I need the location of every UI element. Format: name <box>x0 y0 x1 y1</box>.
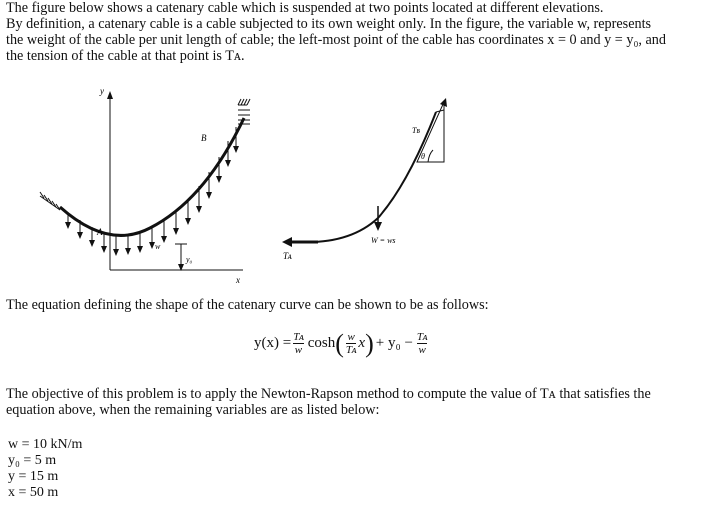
w-label: w <box>155 242 161 251</box>
equation-x: x <box>358 335 366 351</box>
right-paren: ) <box>365 328 374 358</box>
objective-line: The objective of this problem is to apply the Newton-Rapson method to compute the value of Tᴀ that satisfies the <box>6 386 651 402</box>
fraction-denominator: w <box>418 344 426 356</box>
variable-item: w = 10 kN/m <box>8 437 83 452</box>
fraction-numerator: Tᴀ <box>416 331 428 343</box>
intro-paragraph <box>6 0 706 64</box>
equation-intro: The equation defining the shape of the catenary curve can be shown to be as follows: <box>6 297 489 313</box>
x-axis-label: x <box>236 275 240 285</box>
fraction-denominator: Tᴀ <box>345 344 357 356</box>
weight-arrow-head <box>374 222 382 231</box>
theta-label: θ <box>421 152 425 161</box>
left-support <box>40 192 60 210</box>
y-axis-arrow <box>107 91 113 99</box>
tb-label: Tʙ <box>412 126 420 135</box>
intro-line: The figure below shows a catenary cable which is suspended at two points located at different elevations. <box>6 0 604 16</box>
fraction-numerator: Tᴀ <box>293 331 304 343</box>
y0-label: y₀ <box>186 255 193 264</box>
theta-arc <box>428 150 433 162</box>
intro-line: the weight of the cable per unit length of cable; the left-most point of the cable has coordinates x = 0 and y = y₀, and <box>6 32 666 48</box>
point-b-label: B <box>201 133 207 143</box>
variable-item: y = 15 m <box>8 469 59 484</box>
equation-fraction <box>417 331 428 356</box>
fraction-denominator: w <box>294 344 303 356</box>
catenary-equation <box>254 328 429 358</box>
left-paren: ( <box>335 328 344 358</box>
equation-fraction <box>346 331 357 356</box>
ta-label: Tᴀ <box>283 251 292 261</box>
cosh-label: cosh <box>307 335 336 351</box>
variable-item: y₀ = 5 m <box>8 453 57 468</box>
point-a-label: A <box>97 227 103 237</box>
equation-lhs: y(x) = <box>254 335 292 351</box>
equation-plus: + y₀ − <box>375 335 413 351</box>
distributed-load <box>68 127 236 253</box>
objective-line: equation above, when the remaining variables are as listed below: <box>6 402 380 418</box>
weight-label: W = ws <box>371 236 396 245</box>
objective-paragraph <box>6 386 706 418</box>
variable-item: x = 50 m <box>8 485 59 500</box>
intro-line: the tension of the cable at that point is Tᴀ. <box>6 48 245 64</box>
equation-fraction <box>293 331 304 356</box>
y-axis-label: y <box>100 86 104 96</box>
variable-list <box>8 437 82 501</box>
intro-line: By definition, a catenary cable is a cable subjected to its own weight only. In the figure, the variable w, represents <box>6 16 652 32</box>
catenary-cable <box>60 118 244 235</box>
ta-arrow-head <box>282 237 292 247</box>
fraction-numerator: w <box>347 331 355 343</box>
catenary-figure <box>0 78 713 293</box>
